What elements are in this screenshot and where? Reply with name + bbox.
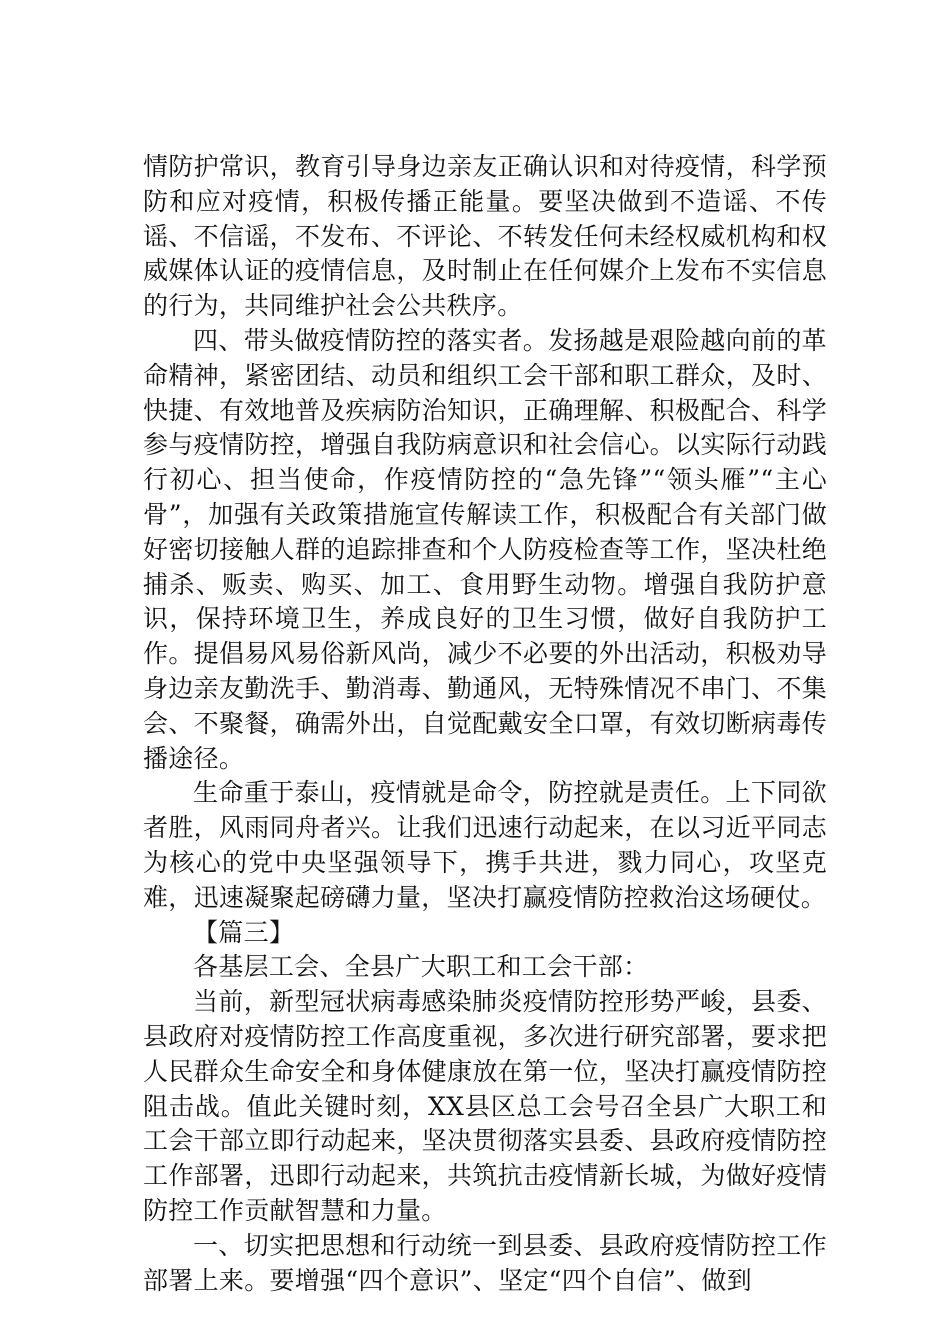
paragraph-intro: 当前，新型冠状病毒感染肺炎疫情防控形势严峻，县委、县政府对疫情防控工作高度重视，多次进行研究部署，要求把人民群众生命安全和身体健康放在第一位，坚决打赢疫情防控阻击战。值此关键时刻，XX县区总工会号召全县广大职工和工会干部立即行动起来，坚决贯彻落实县委、县政府疫情防控工作部署，迅即行动起来，共筑抗击疫情新长城，为做好疫情防控工作贡献智慧和力量。 [143, 987, 827, 1225]
paragraph-continuation: 情防护常识，教育引导身边亲友正确认识和对待疫情，科学预防和应对疫情，积极传播正能量。要坚决做到不造谣、不传谣、不信谣，不发布、不评论、不转发任何未经权威机构和权威媒体认证的疫情信息，及时制止在任何媒介上发布不实信息的行为，共同维护社会公共秩序。 [143, 152, 827, 321]
paragraph-section-one: 一、切实把思想和行动统一到县委、县政府疫情防控工作部署上来。要增强“四个意识”、坚定“四个自信”、做到 [143, 1230, 827, 1295]
paragraph-section-four: 四、带头做疫情防控的落实者。发扬越是艰险越向前的革命精神，紧密团结、动员和组织工会干部和职工群众，及时、快捷、有效地普及疾病防治知识，正确理解、积极配合、科学参与疫情防控，增强自我防病意识和社会信心。以实际行动践行初心、担当使命，作疫情防控的“急先锋”“领头雁”“主心骨”，加强有关政策措施宣传解读工作，积极配合有关部门做好密切接触人群的追踪排查和个人防疫检查等工作，坚决杜绝捕杀、贩卖、购买、加工、食用野生动物。增强自我防护意识，保持环境卫生，养成良好的卫生习惯，做好自我防护工作。提倡易风易俗新风尚，减少不必要的外出活动，积极劝导身边亲友勤洗手、勤消毒、勤通风，无特殊情况不串门、不集会、不聚餐，确需外出，自觉配戴安全口罩，有效切断病毒传播途径。 [143, 325, 827, 773]
paragraph-closing: 生命重于泰山，疫情就是命令，防控就是责任。上下同欲者胜，风雨同舟者兴。让我们迅速行动起来，在以习近平同志为核心的党中央坚强领导下，携手共进，戮力同心，攻坚克难，迅速凝聚起磅礴力量，坚决打赢疫情防控救治这场硬仗。 [143, 778, 827, 912]
document-body [143, 150, 827, 1298]
salutation: 各基层工会、全县广大职工和工会干部： [193, 952, 649, 982]
section-heading-part-three: 【篇三】 [193, 917, 295, 947]
